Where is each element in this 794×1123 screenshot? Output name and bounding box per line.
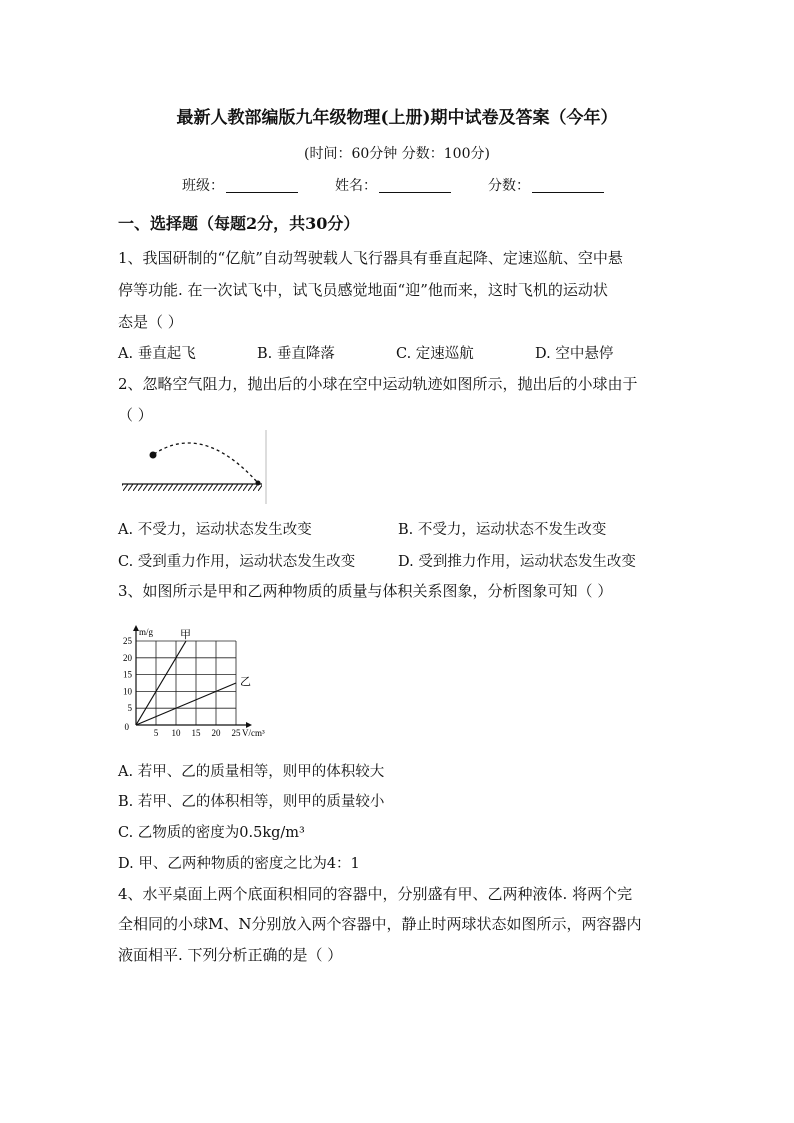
ball-end	[256, 481, 261, 486]
q3-option-d: D. 甲、乙两种物质的密度之比为4：1	[118, 856, 360, 872]
name-label: 姓名：	[335, 178, 377, 194]
y-axis-label: m/g	[139, 627, 154, 637]
x-tick-label: 10	[171, 728, 181, 738]
q4-line-3: 液面相平. 下列分析正确的是（ ）	[118, 946, 343, 964]
q2-line-1: 2、忽略空气阻力，抛出后的小球在空中运动轨迹如图所示，抛出后的小球由于	[118, 375, 638, 393]
q4-line-1: 4、水平桌面上两个底面积相同的容器中，分别盛有甲、乙两种液体. 将两个完	[118, 885, 633, 903]
series-label-yi: 乙	[240, 676, 251, 688]
score-field	[488, 175, 604, 195]
series-line-yi	[136, 683, 236, 725]
y-tick-label: 10	[123, 686, 132, 697]
y-tick-label: 25	[123, 636, 132, 646]
q3-option-b: B. 若甲、乙的体积相等，则甲的质量较小	[118, 794, 385, 810]
q1-line-2: 停等功能. 在一次试飞中，试飞员感觉地面“迎”他而来，这时飞机的运动状	[118, 281, 608, 299]
q1-option-c: C. 定速巡航	[396, 346, 474, 362]
x-tick-label: 15	[191, 728, 201, 738]
q1-line-1: 1、我国研制的“亿航”自动驾驶载人飞行器具有垂直起降、定速巡航、空中悬	[118, 249, 623, 267]
q3-line-1: 3、如图所示是甲和乙两种物质的质量与体积关系图象，分析图象可知（ ）	[118, 582, 613, 600]
ground-hatching	[122, 484, 262, 491]
x-tick-label: 5	[153, 728, 159, 738]
y-tick-label: 20	[123, 652, 132, 663]
section-heading: 一、选择题（每题2分，共30分）	[118, 214, 360, 233]
q2-option-b: B. 不受力，运动状态不发生改变	[398, 522, 607, 538]
q3-option-c: C. 乙物质的密度为0.5kg/m³	[118, 825, 305, 841]
origin-label: 0	[124, 722, 129, 732]
page-title: 最新人教部编版九年级物理(上册)期中试卷及答案（今年）	[176, 108, 618, 128]
mass-volume-chart	[114, 615, 274, 745]
class-blank[interactable]	[226, 178, 298, 193]
q2-option-d: D. 受到推力作用，运动状态发生改变	[398, 554, 636, 570]
q1-option-d: D. 空中悬停	[535, 346, 614, 362]
trajectory-path	[154, 443, 258, 483]
exam-time-score: (时间：60分钟 分数：100分)	[304, 146, 490, 162]
name-field	[335, 175, 451, 195]
q1-option-a: A. 垂直起飞	[118, 346, 196, 362]
q4-line-2: 全相同的小球M、N分别放入两个容器中，静止时两球状态如图所示，两容器内	[118, 915, 642, 933]
q1-line-3: 态是（ ）	[118, 313, 183, 331]
ball-start	[150, 452, 157, 459]
class-field	[182, 175, 298, 195]
projectile-figure	[118, 428, 270, 506]
q1-option-b: B. 垂直降落	[257, 346, 335, 362]
q2-line-2: （ ）	[118, 406, 153, 424]
series-line-jia	[136, 641, 186, 725]
score-blank[interactable]	[532, 178, 604, 193]
x-axis-label: V/cm³	[242, 728, 265, 738]
y-tick-label: 5	[127, 703, 132, 714]
name-blank[interactable]	[379, 178, 451, 193]
x-tick-label: 20	[211, 728, 221, 738]
score-label: 分数：	[488, 178, 530, 194]
class-label: 班级：	[182, 178, 224, 194]
q3-option-a: A. 若甲、乙的质量相等，则甲的体积较大	[118, 764, 385, 780]
q2-option-a: A. 不受力，运动状态发生改变	[118, 522, 312, 538]
q2-option-c: C. 受到重力作用，运动状态发生改变	[118, 554, 356, 570]
series-label-jia: 甲	[180, 629, 191, 641]
x-tick-label: 25	[231, 728, 241, 738]
y-tick-label: 15	[123, 669, 132, 680]
